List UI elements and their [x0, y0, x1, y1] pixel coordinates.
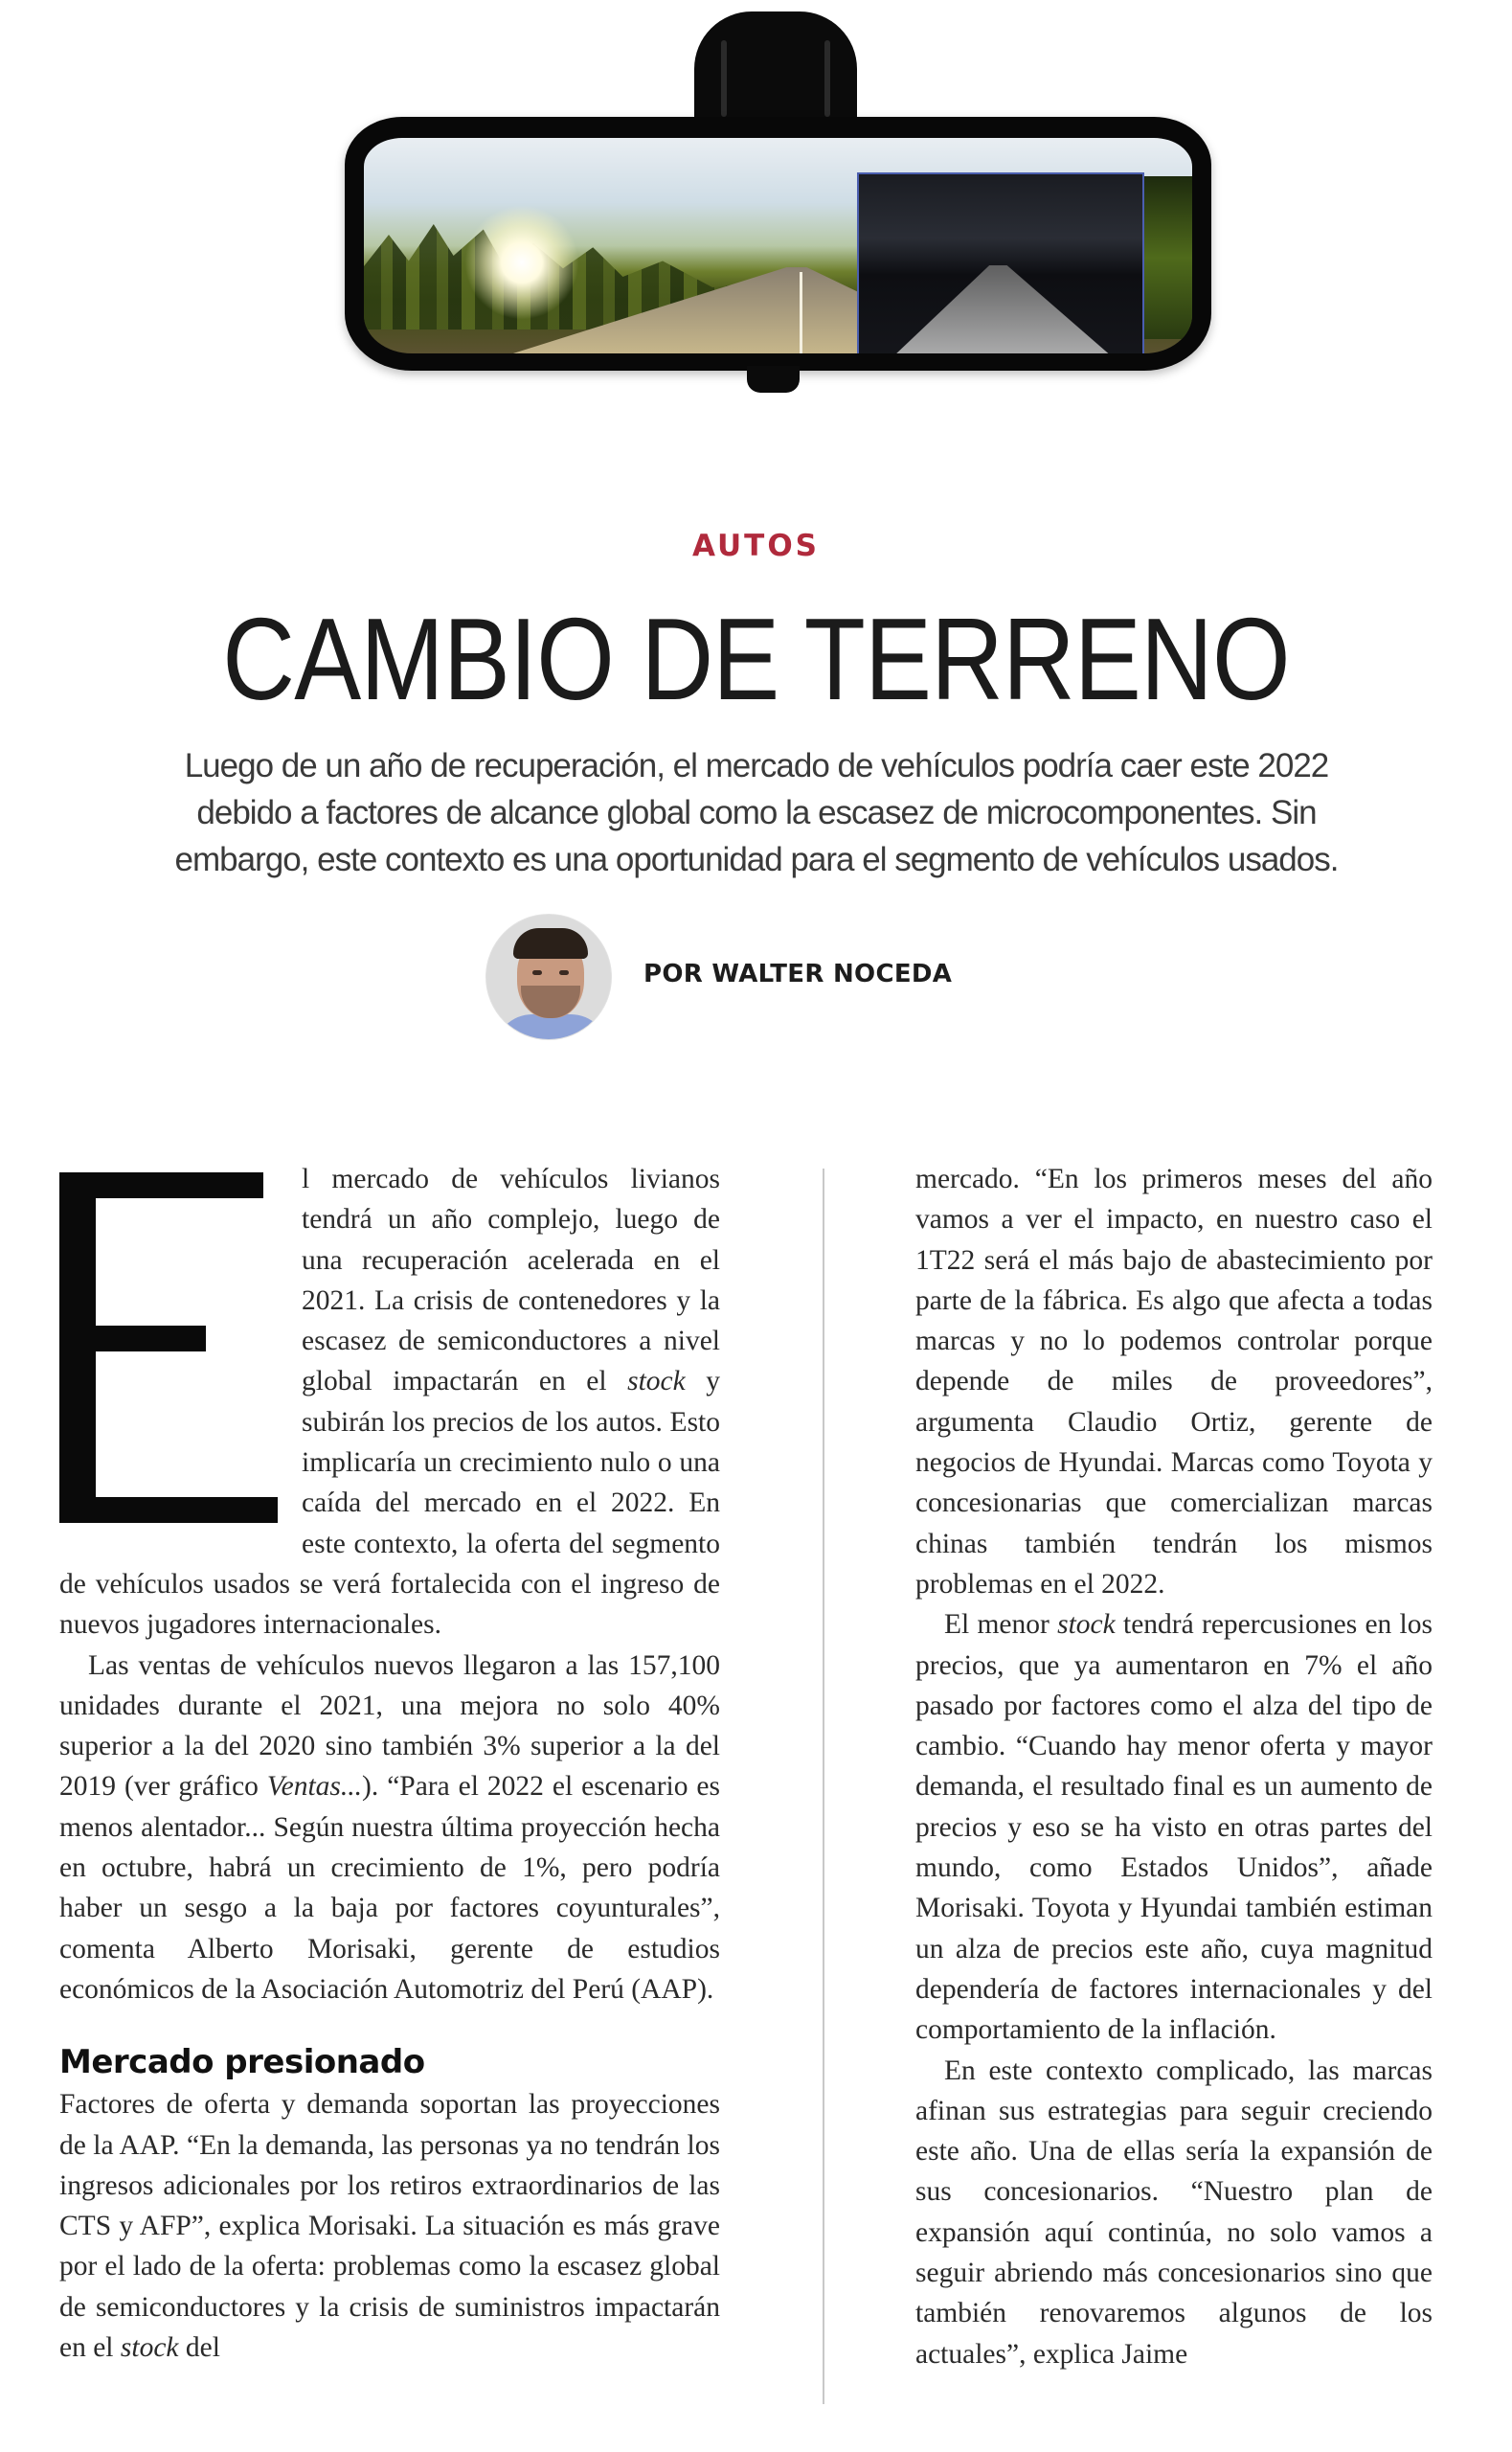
article-column-right	[915, 1159, 1433, 2374]
avatar-eye-right	[559, 970, 569, 975]
article-deck: Luego de un año de recuperación, el mercado de vehículos podría caer este 2022 debido a factores de alcance global como la escasez de microcomponentes. Sin embargo, este contexto es una oportunidad para el segmento de vehículos usados.	[174, 747, 1339, 878]
night-road	[892, 265, 1113, 353]
paragraph-1: l mercado de vehículos livianos tendrá un año complejo, luego de una recuperación acelerada en el 2021. La crisis de contenedores y la escasez de semiconductores a nivel global impactarán en el stock y subirán los precios de los autos. Esto implicaría un crecimiento nulo o una caída del mercado en el 2022. En este contexto, la oferta del segmento de vehículos usados se verá fortalecida con el ingreso de nuevos jugadores internacionales.	[59, 1164, 721, 1641]
dropcap-e	[59, 1172, 302, 1532]
author-avatar	[486, 915, 611, 1039]
author-byline: POR WALTER NOCEDA	[643, 960, 953, 988]
paragraph-2: Las ventas de vehículos nuevos llegaron a las 157,100 unidades durante el 2021, una mejora no solo 40% superior a la del 2020 sino también 3% superior a la del 2019 (ver gráfico Ventas...). “Para el 2022 el escenario es menos alentador... Según nuestra última proyección hecha en octubre, habrá un crecimiento de 1%, pero podría haber un sesgo a la baja por factores coyunturales”, comenta Alberto Morisaki, gerente de estudios económicos de la Asociación Automotriz del Perú (AAP).	[59, 1649, 720, 2005]
section-label: AUTOS	[691, 529, 821, 563]
paragraph-4: mercado. “En los primeros meses del año vamos a ver el impacto, en nuestro caso el 1T22 será el más bajo de abastecimiento por parte de la fábrica. Es algo que afecta a todas marcas y no lo podemos controlar porque depende de miles de proveedores”, argumenta Claudio Ortiz, gerente de negocios de Hyundai. Marcas como Toyota y concesionarias que comercializan marcas chinas también tendrán los mismos problemas en el 2022.	[915, 1164, 1433, 1600]
right-foliage	[1140, 176, 1192, 339]
article-title	[106, 592, 1407, 726]
avatar-eye-left	[532, 970, 542, 975]
column-divider	[823, 1169, 824, 2404]
mirror-knob	[747, 366, 800, 393]
dropcap-middle-bar	[59, 1326, 206, 1351]
dropcap-bottom-bar	[59, 1497, 278, 1523]
paragraph-5: El menor stock tendrá repercusiones en los precios, que ya aumentaron en 7% el año pasado por factores como el alza del tipo de cambio. “Cuando hay menor oferta y mayor demanda, el resultado final es un aumento de precios y eso se ha visto en otras partes del mundo, como Estados Unidos”, añade Morisaki. Toyota y Hyundai también estiman un alza de precios este año, cuya magnitud dependería de factores internacionales y del comportamiento de la inflación.	[915, 1609, 1433, 2046]
road-center-line	[800, 272, 802, 353]
avatar-beard	[521, 986, 580, 1018]
mirror-frame	[345, 117, 1211, 371]
hero-mirror-illustration	[345, 11, 1211, 395]
paragraph-6: En este contexto complicado, las marcas afinan sus estrategias para seguir creciendo este año. Una de ellas sería la expansión de sus concesionarios. “Nuestro plan de expansión aquí continúa, no solo vamos a seguir abriendo más concesionarios sino que también renovaremos algunos de los actuales”, explica Jaime	[915, 2055, 1433, 2370]
mirror-glass-sunny-road	[364, 138, 1192, 353]
dropcap-top-bar	[59, 1172, 263, 1198]
article-column-left	[59, 1159, 720, 2368]
mirror-mount	[694, 11, 857, 126]
avatar-hair	[513, 928, 588, 959]
sun-glare	[464, 205, 579, 320]
paragraph-3: Factores de oferta y demanda soportan las proyecciones de la AAP. “En la demanda, las personas ya no tendrán los ingresos adicionales por los retiros extraordinarios de las CTS y AFP”, explica Morisaki. La situación es más grave por el lado de la oferta: problemas como la escasez global de semiconductores y la crisis de suministros impactarán en el stock del	[59, 2089, 720, 2364]
subheading: Mercado presionado	[59, 2043, 425, 2082]
article-title-text: CAMBIO DE TERRENO	[222, 594, 1290, 724]
night-road-inset	[857, 172, 1144, 353]
